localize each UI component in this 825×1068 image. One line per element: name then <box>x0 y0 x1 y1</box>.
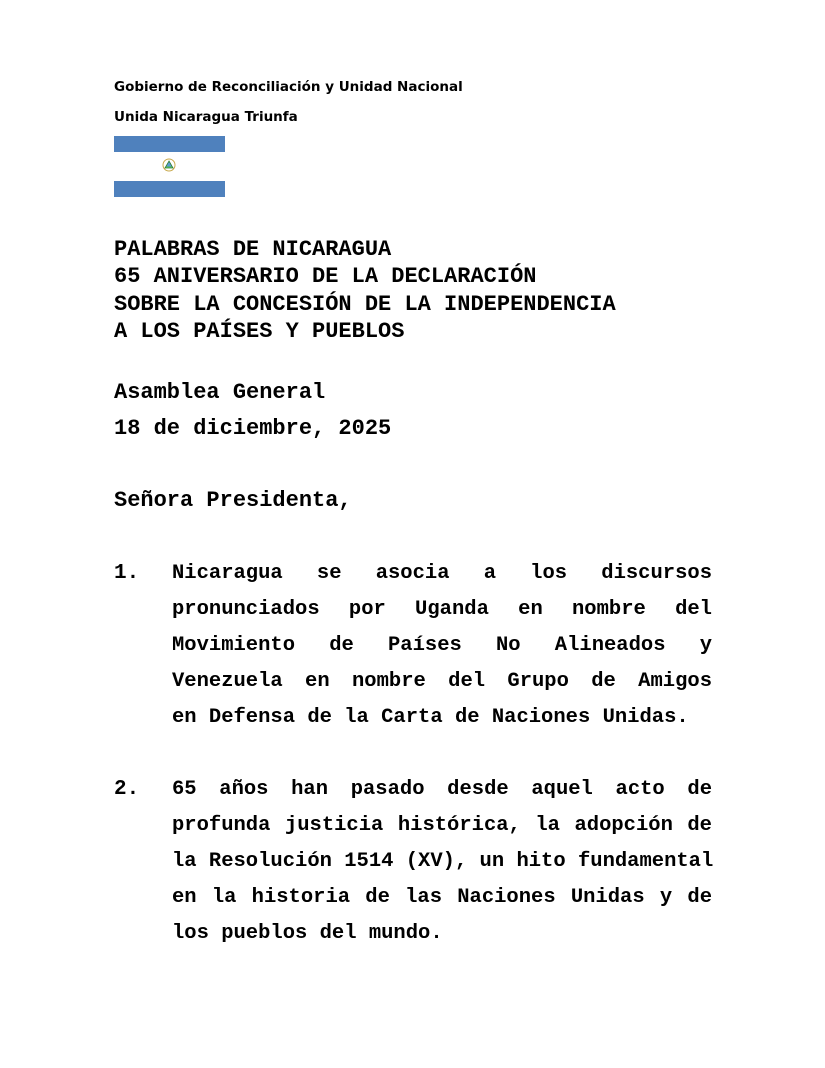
paragraph-line: Venezuela en nombre del Grupo de Amigos <box>172 670 712 693</box>
slogan: Unida Nicaragua Triunfa <box>114 109 298 125</box>
title-line: PALABRAS DE NICARAGUA <box>114 237 392 262</box>
paragraph-line: pronunciados por Uganda en nombre del <box>172 598 712 621</box>
document-title <box>114 236 616 345</box>
paragraph-line: la Resolución 1514 (XV), un hito fundamental <box>172 850 714 873</box>
government-name: Gobierno de Reconciliación y Unidad Nacional <box>114 79 463 95</box>
salutation: Señora Presidenta, <box>114 488 352 513</box>
paragraph-number: 1. <box>114 562 140 585</box>
title-line: SOBRE LA CONCESIÓN DE LA INDEPENDENCIA <box>114 291 616 317</box>
title-line: A LOS PAÍSES Y PUEBLOS <box>114 318 405 344</box>
venue: Asamblea General <box>114 380 326 405</box>
paragraph-line: en Defensa de la Carta de Naciones Unidas. <box>172 706 689 729</box>
paragraph-line: profunda justicia histórica, la adopción de <box>172 814 712 837</box>
title-line: 65 ANIVERSARIO DE LA DECLARACIÓN <box>114 264 537 290</box>
paragraph-number: 2. <box>114 778 140 801</box>
paragraph-line: los pueblos del mundo. <box>172 922 443 945</box>
nicaragua-flag <box>114 136 225 197</box>
paragraph-line: en la historia de las Naciones Unidas y de <box>172 886 712 909</box>
coat-of-arms-icon <box>162 158 176 172</box>
paragraph-line: 65 años han pasado desde aquel acto de <box>172 778 712 801</box>
date: 18 de diciembre, 2025 <box>114 416 392 441</box>
paragraph-line: Movimiento de Países No Alineados y <box>172 634 712 657</box>
paragraph-1 <box>172 556 712 736</box>
paragraph-line: Nicaragua se asocia a los discursos <box>172 562 712 585</box>
paragraph-2 <box>172 772 712 952</box>
